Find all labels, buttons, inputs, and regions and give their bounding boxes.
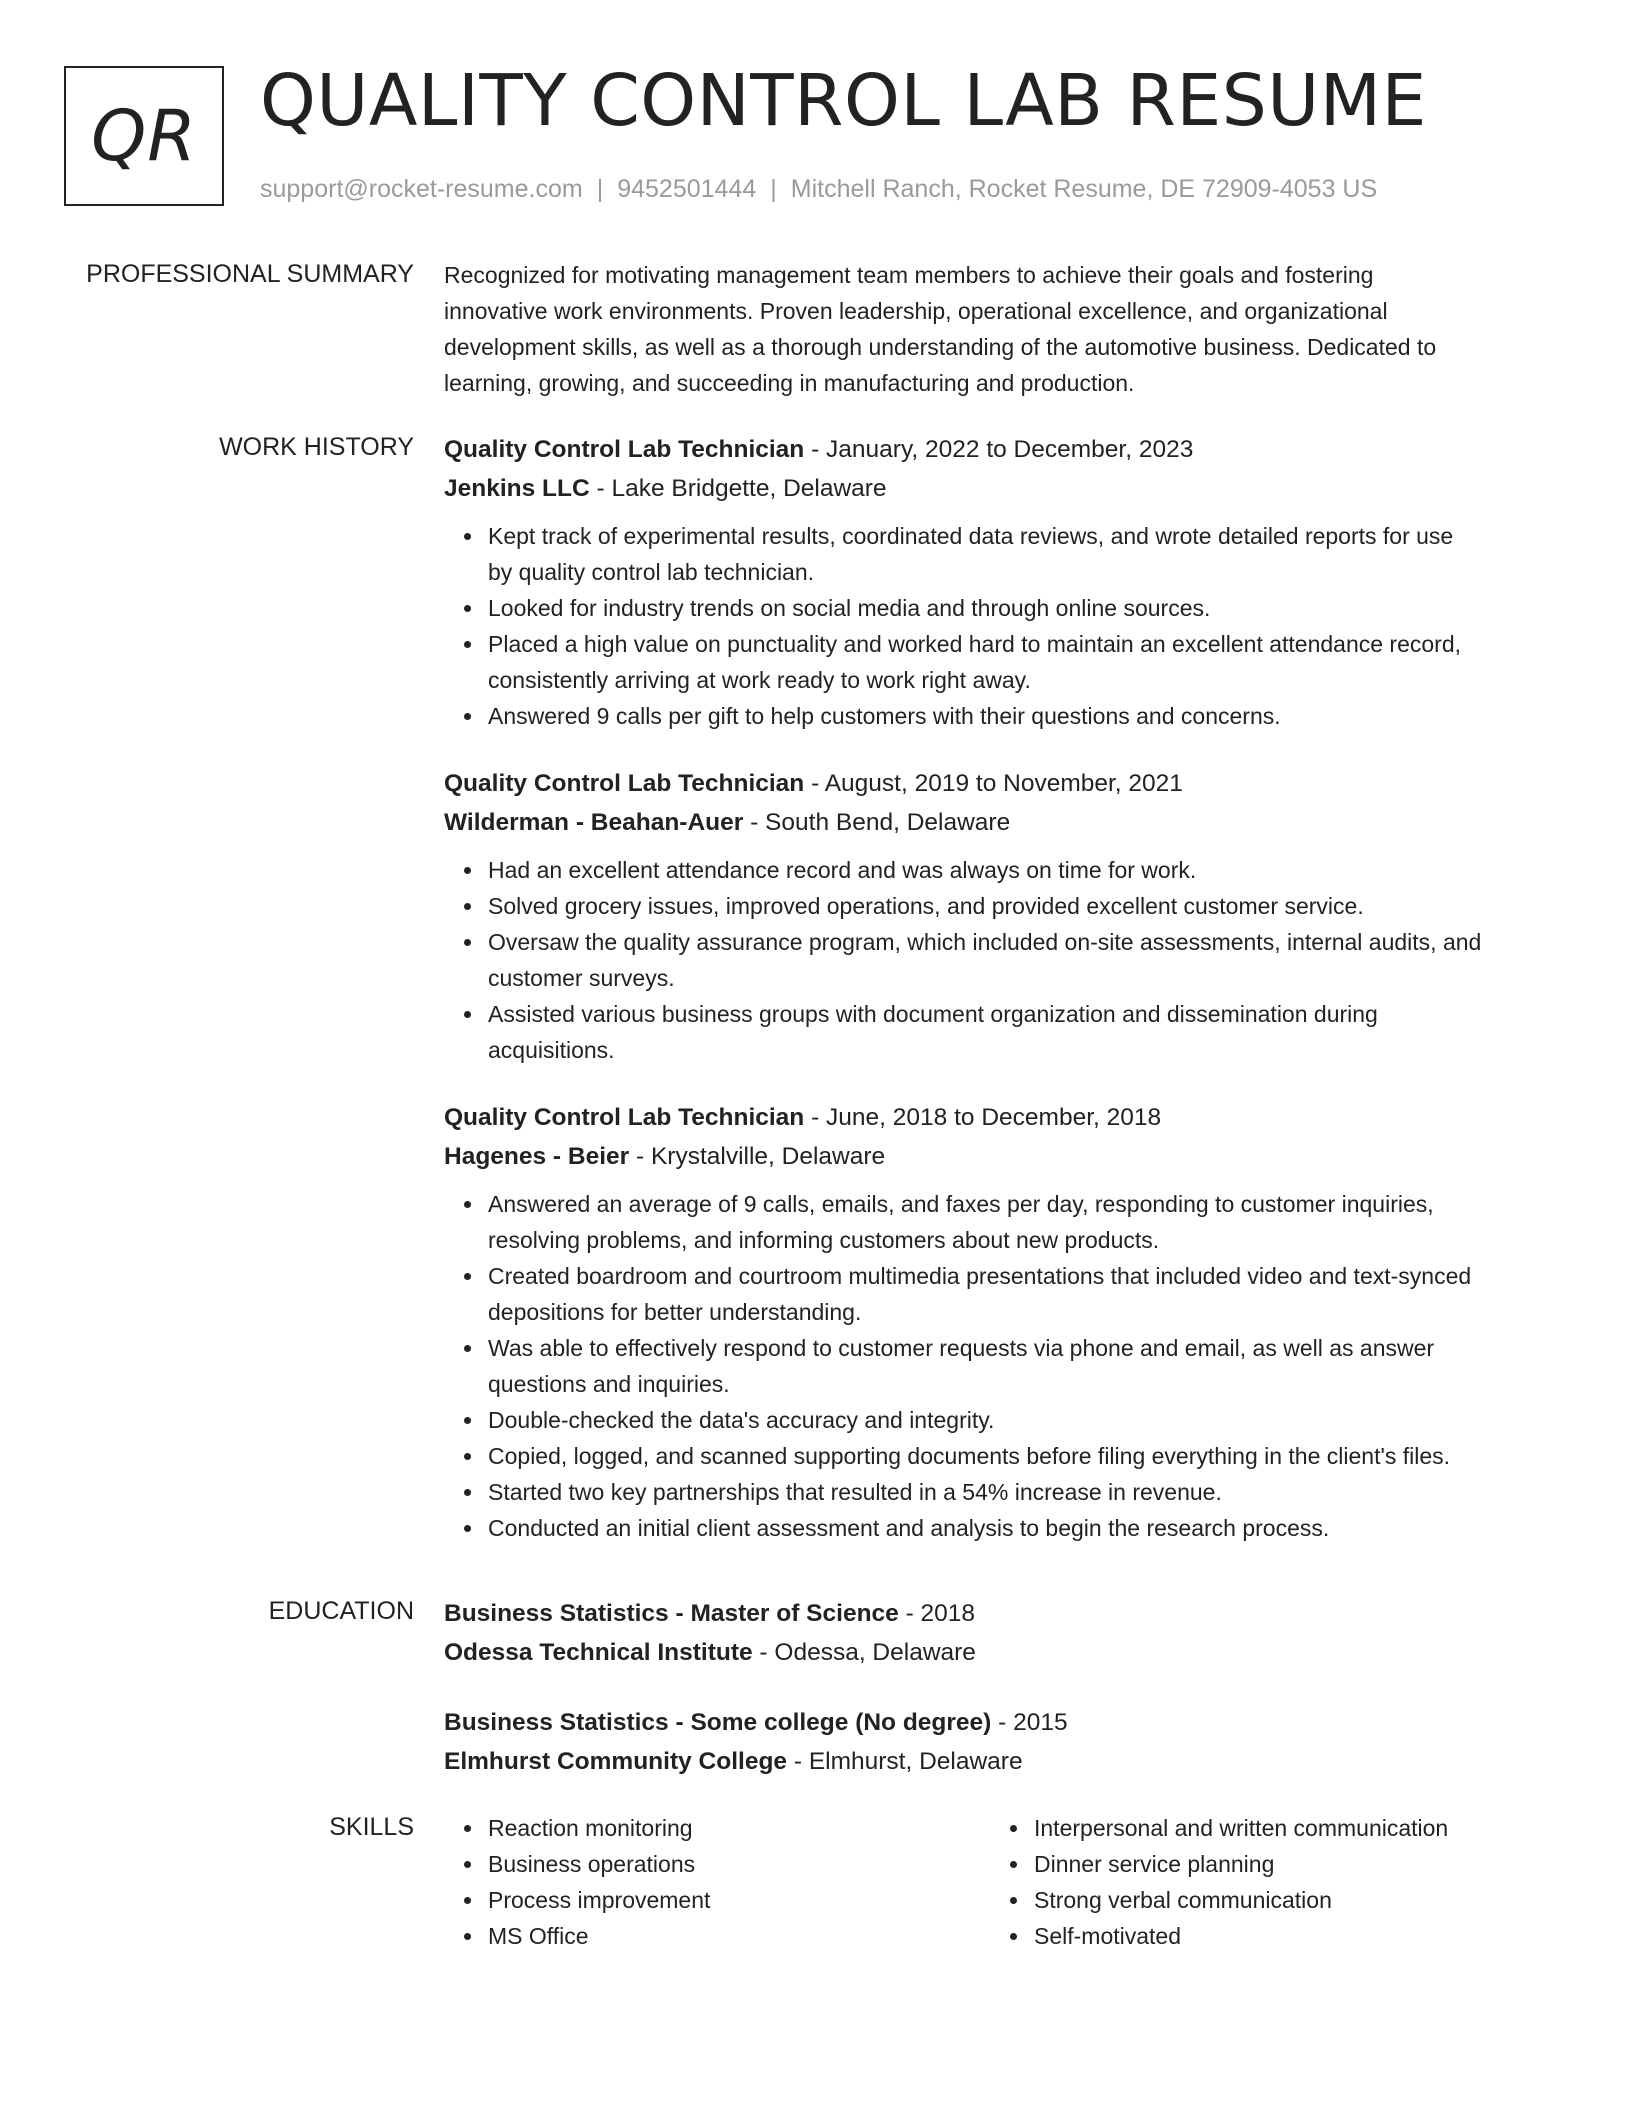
skill-item: Interpersonal and written communication bbox=[1034, 1810, 1536, 1846]
job-bullet bbox=[488, 888, 1554, 924]
summary-line: Recognized for motivating management team members to achieve their goals and fostering bbox=[444, 262, 1374, 288]
skills-columns bbox=[444, 1810, 1554, 1954]
skills-body bbox=[444, 1810, 1554, 1954]
job-title: Quality Control Lab Technician bbox=[444, 770, 805, 797]
job-bullet bbox=[488, 996, 1554, 1068]
job-bullets bbox=[444, 852, 1554, 1068]
skill-item: Self-motivated bbox=[1034, 1918, 1536, 1954]
bullet-line: Answered 9 calls per gift to help customers with their questions and concerns. bbox=[488, 703, 1281, 729]
job-bullet bbox=[488, 1186, 1554, 1258]
education-school-line bbox=[444, 1742, 1554, 1781]
summary-line: development skills, as well as a thorough understanding of the automotive business. Dedicated to bbox=[444, 334, 1437, 360]
job-bullet bbox=[488, 924, 1554, 996]
bullet-line: Solved grocery issues, improved operations, and provided excellent customer service. bbox=[488, 893, 1364, 919]
job-dates: - August, 2019 to November, 2021 bbox=[804, 770, 1183, 797]
job-location: - South Bend, Delaware bbox=[743, 809, 1011, 836]
job-bullet bbox=[488, 1438, 1554, 1474]
bullet-line: acquisitions. bbox=[488, 1037, 615, 1063]
skills-column-left bbox=[444, 1810, 990, 1954]
skills-column-right bbox=[990, 1810, 1536, 1954]
contact-separator: | bbox=[596, 175, 604, 203]
bullet-line: by quality control lab technician. bbox=[488, 559, 815, 585]
job-title: Quality Control Lab Technician bbox=[444, 1104, 805, 1131]
job-title-line bbox=[444, 430, 1554, 469]
job-title-line bbox=[444, 764, 1554, 803]
job-bullet bbox=[488, 852, 1554, 888]
contact-phone[interactable]: 9452501444 bbox=[617, 175, 757, 203]
job-bullet bbox=[488, 518, 1554, 590]
job-company: Hagenes - Beier bbox=[444, 1143, 630, 1170]
job-bullet bbox=[488, 1474, 1554, 1510]
bullet-line: Copied, logged, and scanned supporting documents before filing everything in the client's files. bbox=[488, 1443, 1451, 1469]
bullet-line: resolving problems, and informing customers about new products. bbox=[488, 1227, 1160, 1253]
bullet-line: Answered an average of 9 calls, emails, and faxes per day, responding to customer inquiries, bbox=[488, 1191, 1434, 1217]
bullet-line: depositions for better understanding. bbox=[488, 1299, 862, 1325]
work-body bbox=[444, 430, 1554, 1546]
job-bullet bbox=[488, 590, 1554, 626]
section-label-summary: PROFESSIONAL SUMMARY bbox=[86, 260, 414, 288]
job-bullet bbox=[488, 698, 1554, 734]
education-entry bbox=[444, 1703, 1554, 1781]
job-dates: - January, 2022 to December, 2023 bbox=[804, 436, 1194, 463]
bullet-line: Was able to effectively respond to customer requests via phone and email, as well as answer bbox=[488, 1335, 1435, 1361]
job-company-line bbox=[444, 469, 1554, 508]
job-dates: - June, 2018 to December, 2018 bbox=[804, 1104, 1162, 1131]
bullet-line: Double-checked the data's accuracy and integrity. bbox=[488, 1407, 995, 1433]
job-title-line bbox=[444, 1098, 1554, 1137]
education-school-line bbox=[444, 1633, 1554, 1672]
bullet-line: Started two key partnerships that resulted in a 54% increase in revenue. bbox=[488, 1479, 1222, 1505]
job-bullet bbox=[488, 626, 1554, 698]
job-bullets bbox=[444, 518, 1554, 734]
bullet-line: Placed a high value on punctuality and worked hard to maintain an excellent attendance record, bbox=[488, 631, 1462, 657]
bullet-line: customer surveys. bbox=[488, 965, 675, 991]
job-bullet bbox=[488, 1402, 1554, 1438]
job-title: Quality Control Lab Technician bbox=[444, 436, 805, 463]
section-label-education: EDUCATION bbox=[268, 1597, 414, 1625]
monogram-box bbox=[64, 66, 224, 206]
skill-item: Business operations bbox=[488, 1846, 990, 1882]
resume-title: QUALITY CONTROL LAB RESUME bbox=[260, 59, 1427, 142]
skill-item: MS Office bbox=[488, 1918, 990, 1954]
job-bullet bbox=[488, 1330, 1554, 1402]
contact-address: Mitchell Ranch, Rocket Resume, DE 72909-4053 US bbox=[790, 175, 1378, 203]
job-company-line bbox=[444, 1137, 1554, 1176]
summary-line: innovative work environments. Proven leadership, operational excellence, and organizational bbox=[444, 298, 1388, 324]
skill-item: Process improvement bbox=[488, 1882, 990, 1918]
bullet-line: Kept track of experimental results, coordinated data reviews, and wrote detailed reports for use bbox=[488, 523, 1454, 549]
education-location: - Elmhurst, Delaware bbox=[787, 1748, 1023, 1775]
bullet-line: Created boardroom and courtroom multimedia presentations that included video and text-synced bbox=[488, 1263, 1472, 1289]
education-year: - 2018 bbox=[898, 1600, 976, 1627]
job-company: Wilderman - Beahan-Auer bbox=[444, 809, 744, 836]
contact-line bbox=[260, 174, 1377, 204]
job-bullets bbox=[444, 1186, 1554, 1546]
bullet-line: Had an excellent attendance record and was always on time for work. bbox=[488, 857, 1197, 883]
education-degree: Business Statistics - Some college (No degree) bbox=[444, 1709, 992, 1736]
job-entry bbox=[444, 430, 1554, 734]
skills-list bbox=[444, 1810, 990, 1954]
education-degree-line bbox=[444, 1594, 1554, 1633]
job-location: - Krystalville, Delaware bbox=[629, 1143, 886, 1170]
education-year: - 2015 bbox=[991, 1709, 1068, 1736]
job-bullet bbox=[488, 1510, 1554, 1546]
job-entry bbox=[444, 1098, 1554, 1546]
job-company: Jenkins LLC bbox=[444, 475, 590, 502]
education-degree: Business Statistics - Master of Science bbox=[444, 1600, 899, 1627]
section-label-skills: SKILLS bbox=[329, 1813, 414, 1841]
job-location: - Lake Bridgette, Delaware bbox=[589, 475, 887, 502]
bullet-line: Conducted an initial client assessment and analysis to begin the research process. bbox=[488, 1515, 1330, 1541]
bullet-line: Assisted various business groups with document organization and dissemination during bbox=[488, 1001, 1378, 1027]
section-label-work: WORK HISTORY bbox=[219, 433, 414, 461]
education-entry bbox=[444, 1594, 1554, 1672]
education-location: - Odessa, Delaware bbox=[752, 1639, 976, 1666]
education-degree-line bbox=[444, 1703, 1554, 1742]
bullet-line: Looked for industry trends on social media and through online sources. bbox=[488, 595, 1211, 621]
skills-list bbox=[990, 1810, 1536, 1954]
monogram-text: QR bbox=[91, 95, 197, 177]
education-school: Elmhurst Community College bbox=[444, 1748, 788, 1775]
job-bullet bbox=[488, 1258, 1554, 1330]
job-entry bbox=[444, 764, 1554, 1068]
summary-body bbox=[444, 257, 1554, 401]
bullet-line: Oversaw the quality assurance program, which included on-site assessments, internal audits, and bbox=[488, 929, 1482, 955]
skill-item: Strong verbal communication bbox=[1034, 1882, 1536, 1918]
education-school: Odessa Technical Institute bbox=[444, 1639, 753, 1666]
bullet-line: consistently arriving at work ready to work right away. bbox=[488, 667, 1031, 693]
skill-item: Reaction monitoring bbox=[488, 1810, 990, 1846]
bullet-line: questions and inquiries. bbox=[488, 1371, 730, 1397]
job-company-line bbox=[444, 803, 1554, 842]
education-body bbox=[444, 1594, 1554, 1781]
contact-email[interactable]: support@rocket-resume.com bbox=[260, 175, 583, 203]
skill-item: Dinner service planning bbox=[1034, 1846, 1536, 1882]
contact-separator: | bbox=[770, 175, 777, 203]
summary-line: learning, growing, and succeeding in manufacturing and production. bbox=[444, 370, 1135, 396]
